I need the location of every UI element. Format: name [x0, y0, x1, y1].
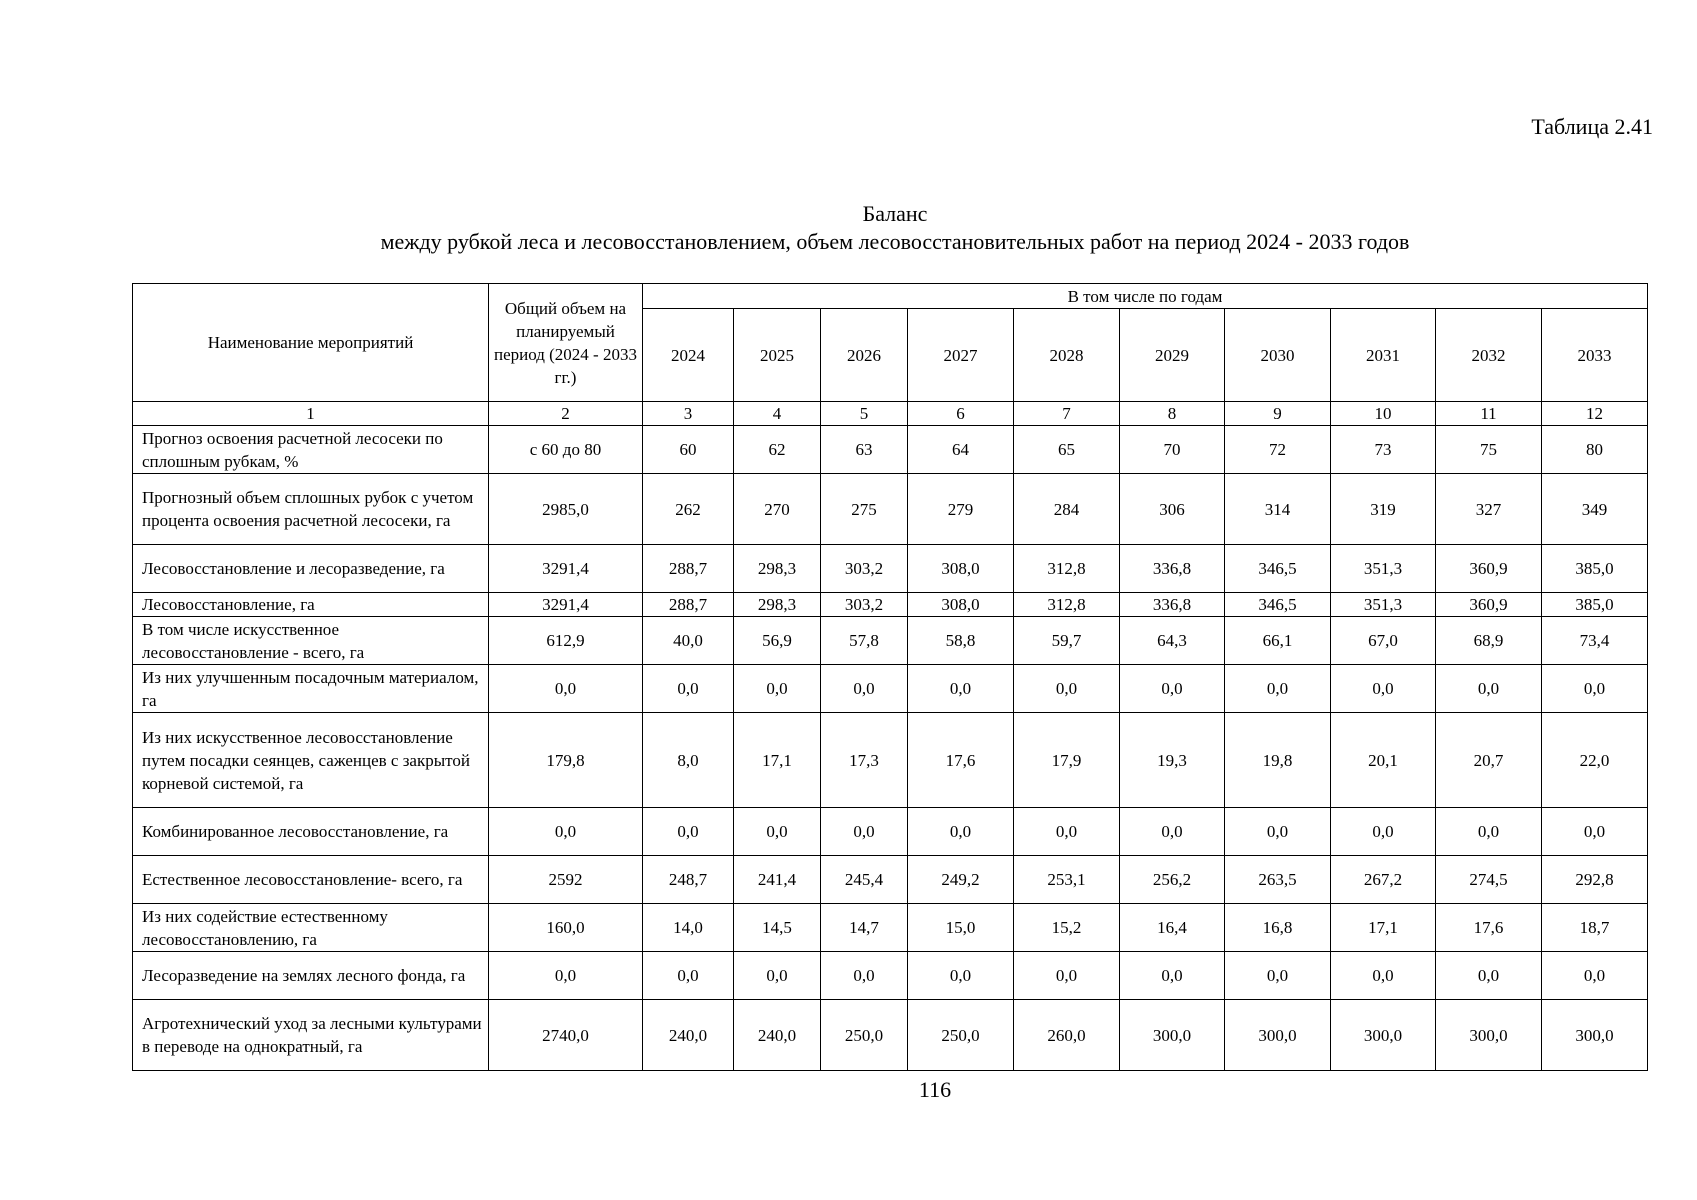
column-number: 5: [821, 402, 908, 426]
row-year-value: 16,4: [1120, 904, 1225, 952]
row-year-value: 0,0: [1331, 665, 1436, 713]
row-year-value: 303,2: [821, 545, 908, 593]
table-row: [133, 952, 1648, 1000]
row-year-value: 0,0: [908, 808, 1014, 856]
row-year-value: 351,3: [1331, 593, 1436, 617]
row-year-value: 0,0: [734, 665, 821, 713]
row-total: 612,9: [489, 617, 643, 665]
row-year-value: 0,0: [1436, 808, 1542, 856]
row-year-value: 260,0: [1014, 1000, 1120, 1071]
title-line-1: Баланс: [862, 201, 928, 226]
header-year: 2032: [1436, 309, 1542, 402]
row-year-value: 0,0: [734, 808, 821, 856]
header-name: Наименование мероприятий: [133, 284, 489, 402]
row-year-value: 57,8: [821, 617, 908, 665]
row-year-value: 19,8: [1225, 713, 1331, 808]
row-year-value: 308,0: [908, 545, 1014, 593]
table-row: [133, 904, 1648, 952]
header-years-group: В том числе по годам: [643, 284, 1648, 309]
row-year-value: 300,0: [1436, 1000, 1542, 1071]
row-year-value: 292,8: [1542, 856, 1648, 904]
header-year: 2024: [643, 309, 734, 402]
row-year-value: 0,0: [1120, 952, 1225, 1000]
row-year-value: 336,8: [1120, 545, 1225, 593]
row-year-value: 288,7: [643, 593, 734, 617]
row-total: 3291,4: [489, 545, 643, 593]
row-year-value: 20,1: [1331, 713, 1436, 808]
row-year-value: 385,0: [1542, 593, 1648, 617]
row-year-value: 0,0: [1014, 665, 1120, 713]
row-year-value: 385,0: [1542, 545, 1648, 593]
row-year-value: 240,0: [643, 1000, 734, 1071]
table-row: [133, 426, 1648, 474]
row-year-value: 300,0: [1331, 1000, 1436, 1071]
row-name: Естественное лесовосстановление- всего, га: [133, 856, 489, 904]
row-year-value: 0,0: [1014, 808, 1120, 856]
row-year-value: 306: [1120, 474, 1225, 545]
row-year-value: 240,0: [734, 1000, 821, 1071]
row-year-value: 346,5: [1225, 545, 1331, 593]
header-year: 2025: [734, 309, 821, 402]
row-year-value: 0,0: [1120, 665, 1225, 713]
row-year-value: 312,8: [1014, 545, 1120, 593]
row-year-value: 67,0: [1331, 617, 1436, 665]
row-name: Прогнозный объем сплошных рубок с учетом процента освоения расчетной лесосеки, га: [133, 474, 489, 545]
row-year-value: 248,7: [643, 856, 734, 904]
row-year-value: 0,0: [821, 808, 908, 856]
row-year-value: 20,7: [1436, 713, 1542, 808]
row-year-value: 351,3: [1331, 545, 1436, 593]
row-year-value: 73: [1331, 426, 1436, 474]
column-number: 8: [1120, 402, 1225, 426]
row-total: 0,0: [489, 665, 643, 713]
row-year-value: 0,0: [1436, 665, 1542, 713]
row-year-value: 0,0: [821, 952, 908, 1000]
header-total: Общий объем на планируемый период (2024 - 2033 гг.): [489, 284, 643, 402]
row-year-value: 308,0: [908, 593, 1014, 617]
table-row: [133, 713, 1648, 808]
column-number: 11: [1436, 402, 1542, 426]
row-total: 0,0: [489, 952, 643, 1000]
row-year-value: 0,0: [908, 665, 1014, 713]
row-year-value: 18,7: [1542, 904, 1648, 952]
row-total: 2740,0: [489, 1000, 643, 1071]
row-year-value: 279: [908, 474, 1014, 545]
row-year-value: 250,0: [908, 1000, 1014, 1071]
row-year-value: 298,3: [734, 545, 821, 593]
row-year-value: 40,0: [643, 617, 734, 665]
row-year-value: 0,0: [643, 665, 734, 713]
row-year-value: 300,0: [1225, 1000, 1331, 1071]
column-number: 7: [1014, 402, 1120, 426]
row-year-value: 300,0: [1542, 1000, 1648, 1071]
table-row: [133, 474, 1648, 545]
row-name: Из них искусственное лесовосстановление путем посадки сеянцев, саженцев с закрытой корневой системой, га: [133, 713, 489, 808]
row-year-value: 64,3: [1120, 617, 1225, 665]
row-year-value: 14,5: [734, 904, 821, 952]
row-year-value: 0,0: [1225, 808, 1331, 856]
balance-table: [132, 283, 1648, 1071]
row-total: 2592: [489, 856, 643, 904]
row-year-value: 66,1: [1225, 617, 1331, 665]
row-year-value: 0,0: [821, 665, 908, 713]
table-title: [0, 200, 1697, 256]
table-row: [133, 856, 1648, 904]
column-number: 4: [734, 402, 821, 426]
row-year-value: 0,0: [643, 808, 734, 856]
row-year-value: 314: [1225, 474, 1331, 545]
row-year-value: 0,0: [1225, 665, 1331, 713]
row-year-value: 62: [734, 426, 821, 474]
row-year-value: 0,0: [643, 952, 734, 1000]
row-year-value: 275: [821, 474, 908, 545]
row-year-value: 60: [643, 426, 734, 474]
row-year-value: 270: [734, 474, 821, 545]
row-year-value: 256,2: [1120, 856, 1225, 904]
header-year: 2031: [1331, 309, 1436, 402]
row-year-value: 300,0: [1120, 1000, 1225, 1071]
row-year-value: 327: [1436, 474, 1542, 545]
row-year-value: 0,0: [1014, 952, 1120, 1000]
header-year: 2033: [1542, 309, 1648, 402]
row-name: Из них содействие естественному лесовосстановлению, га: [133, 904, 489, 952]
row-total: 179,8: [489, 713, 643, 808]
column-number: 1: [133, 402, 489, 426]
row-year-value: 58,8: [908, 617, 1014, 665]
row-year-value: 16,8: [1225, 904, 1331, 952]
row-name: Лесовосстановление, га: [133, 593, 489, 617]
row-year-value: 267,2: [1331, 856, 1436, 904]
table-row: [133, 1000, 1648, 1071]
row-year-value: 17,3: [821, 713, 908, 808]
column-number: 10: [1331, 402, 1436, 426]
row-year-value: 245,4: [821, 856, 908, 904]
row-year-value: 336,8: [1120, 593, 1225, 617]
column-number: 6: [908, 402, 1014, 426]
row-total: 0,0: [489, 808, 643, 856]
row-year-value: 262: [643, 474, 734, 545]
row-year-value: 15,2: [1014, 904, 1120, 952]
column-number: 3: [643, 402, 734, 426]
row-year-value: 22,0: [1542, 713, 1648, 808]
page-number: 116: [918, 1077, 952, 1102]
table-row: [133, 593, 1648, 617]
row-name: Прогноз освоения расчетной лесосеки по сплошным рубкам, %: [133, 426, 489, 474]
row-year-value: 0,0: [1542, 665, 1648, 713]
column-number: 9: [1225, 402, 1331, 426]
row-year-value: 73,4: [1542, 617, 1648, 665]
row-year-value: 284: [1014, 474, 1120, 545]
row-total: с 60 до 80: [489, 426, 643, 474]
row-year-value: 17,6: [908, 713, 1014, 808]
row-year-value: 274,5: [1436, 856, 1542, 904]
table-row: [133, 617, 1648, 665]
row-name: В том числе искусственное лесовосстановление - всего, га: [133, 617, 489, 665]
row-name: Из них улучшенным посадочным материалом, га: [133, 665, 489, 713]
row-year-value: 263,5: [1225, 856, 1331, 904]
row-year-value: 19,3: [1120, 713, 1225, 808]
row-year-value: 349: [1542, 474, 1648, 545]
row-year-value: 0,0: [1436, 952, 1542, 1000]
row-year-value: 17,6: [1436, 904, 1542, 952]
header-row-1: [133, 284, 1648, 309]
row-year-value: 0,0: [1331, 808, 1436, 856]
table-row: [133, 665, 1648, 713]
row-year-value: 80: [1542, 426, 1648, 474]
row-year-value: 253,1: [1014, 856, 1120, 904]
header-year: 2026: [821, 309, 908, 402]
column-number: 12: [1542, 402, 1648, 426]
row-year-value: 0,0: [734, 952, 821, 1000]
row-year-value: 241,4: [734, 856, 821, 904]
table-row: [133, 545, 1648, 593]
row-year-value: 59,7: [1014, 617, 1120, 665]
row-year-value: 68,9: [1436, 617, 1542, 665]
row-name: Комбинированное лесовосстановление, га: [133, 808, 489, 856]
row-year-value: 319: [1331, 474, 1436, 545]
header-year: 2027: [908, 309, 1014, 402]
row-year-value: 303,2: [821, 593, 908, 617]
row-year-value: 0,0: [1331, 952, 1436, 1000]
header-year: 2028: [1014, 309, 1120, 402]
row-year-value: 360,9: [1436, 593, 1542, 617]
title-line-2: между рубкой леса и лесовосстановлением, объем лесовосстановительных работ на период 2024 - 2033 годов: [380, 229, 1410, 254]
row-year-value: 64: [908, 426, 1014, 474]
row-year-value: 65: [1014, 426, 1120, 474]
row-year-value: 0,0: [1542, 808, 1648, 856]
row-name: Лесоразведение на землях лесного фонда, га: [133, 952, 489, 1000]
row-year-value: 360,9: [1436, 545, 1542, 593]
row-name: Агротехнический уход за лесными культурами в переводе на однократный, га: [133, 1000, 489, 1071]
row-year-value: 0,0: [1225, 952, 1331, 1000]
row-year-value: 8,0: [643, 713, 734, 808]
row-year-value: 72: [1225, 426, 1331, 474]
row-year-value: 56,9: [734, 617, 821, 665]
column-number: 2: [489, 402, 643, 426]
row-year-value: 250,0: [821, 1000, 908, 1071]
row-year-value: 17,9: [1014, 713, 1120, 808]
row-total: 3291,4: [489, 593, 643, 617]
row-year-value: 312,8: [1014, 593, 1120, 617]
row-year-value: 17,1: [1331, 904, 1436, 952]
row-year-value: 0,0: [1542, 952, 1648, 1000]
row-year-value: 0,0: [908, 952, 1014, 1000]
table-row: [133, 808, 1648, 856]
row-total: 2985,0: [489, 474, 643, 545]
row-year-value: 249,2: [908, 856, 1014, 904]
table-label: Таблица 2.41: [1531, 114, 1653, 139]
header-year: 2029: [1120, 309, 1225, 402]
row-year-value: 63: [821, 426, 908, 474]
row-year-value: 75: [1436, 426, 1542, 474]
column-number-row: [133, 402, 1648, 426]
row-year-value: 14,0: [643, 904, 734, 952]
row-year-value: 346,5: [1225, 593, 1331, 617]
row-name: Лесовосстановление и лесоразведение, га: [133, 545, 489, 593]
table-body: [133, 426, 1648, 1071]
row-year-value: 288,7: [643, 545, 734, 593]
row-year-value: 17,1: [734, 713, 821, 808]
row-year-value: 0,0: [1120, 808, 1225, 856]
header-year: 2030: [1225, 309, 1331, 402]
row-year-value: 14,7: [821, 904, 908, 952]
row-year-value: 298,3: [734, 593, 821, 617]
row-total: 160,0: [489, 904, 643, 952]
row-year-value: 15,0: [908, 904, 1014, 952]
row-year-value: 70: [1120, 426, 1225, 474]
